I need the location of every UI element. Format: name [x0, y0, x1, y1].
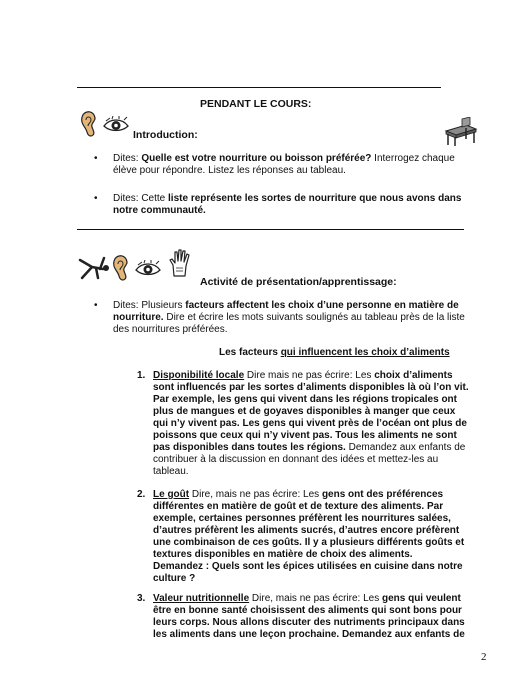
factor-item-1: Disponibilité locale Dire mais ne pas écrire: Les choix d’aliments sont influencés par les sortes d’aliments disponibles là où l’on vit. Par exemple, les gens qui vivent dans les régions tropicales ont plus de mangues et de goyaves disponibles à manger que ceux qui n’y vivent pas. Les gens qui vivent près de l’océan ont plus de poissons que ceux qui n’y vivent pas. Tous les aliments ne sont pas disponibles dans toutes les régions. Demandez aux enfants de contribuer à la discussion en donnant des idées et mettez-les au tableau. — [153, 370, 469, 477]
bullet-marker: • — [94, 300, 98, 311]
exercise-figure-icon — [76, 256, 110, 280]
activity-bullet: Dites: Plusieurs facteurs affectent les choix d’une personne en matière de nourriture. Dire et écrire les mots suivants soulignés au tableau près de la liste des nourritures préférées. — [113, 300, 465, 335]
factors-subheading: Les facteurs qui influencent les choix d’aliments — [219, 347, 450, 358]
ear-icon — [112, 254, 132, 282]
intro-bullet-2: Dites: Cette liste représente les sortes de nourriture que nous avons dans notre communauté. — [113, 193, 462, 216]
ear-icon — [80, 110, 100, 138]
section-rule — [77, 229, 464, 230]
page-title: PENDANT LE COURS: — [200, 98, 312, 110]
factor-item-3: Valeur nutritionnelle Dire, mais ne pas écrire: Les gens qui veulent être en bonne santé choisissent des aliments qui sont bons pour leurs corps. Nous allons discuter des nutriments principaux dans les aliments dans une leçon prochaine. Demandez aux enfants de — [153, 593, 465, 640]
bullet-marker: • — [94, 153, 98, 164]
intro-bullet-1: Dites: Quelle est votre nourriture ou boisson préférée? Interrogez chaque élève pour répondre. Listez les réponses au tableau. — [113, 153, 455, 176]
top-rule — [77, 87, 441, 88]
activity-heading: Activité de présentation/apprentissage: — [200, 276, 397, 288]
list-number: 1. — [137, 370, 146, 381]
desk-icon — [444, 117, 478, 147]
list-number: 3. — [137, 593, 146, 604]
intro-heading: Introduction: — [133, 129, 198, 141]
page-number: 2 — [481, 651, 487, 663]
eye-icon — [102, 116, 130, 134]
hand-icon — [168, 248, 192, 278]
bullet-marker: • — [94, 193, 98, 204]
list-number: 2. — [137, 489, 146, 500]
eye-icon — [134, 260, 162, 278]
factor-item-2: Le goût Dire, mais ne pas écrire: Les gens ont des préférences différentes en matière de goût et de texture des aliments. Par exemple, certaines personnes préfèrent les nourritures salées, d’autres préfèrent les aliments sucrés, d’autres encore préfèrent une combinaison de ces goûts. Il y a plusieurs différents goûts et textures disponibles en matière de choix des aliments. Demandez : Quels sont les épices utilisées en cuisine dans notre culture ? — [153, 489, 465, 584]
